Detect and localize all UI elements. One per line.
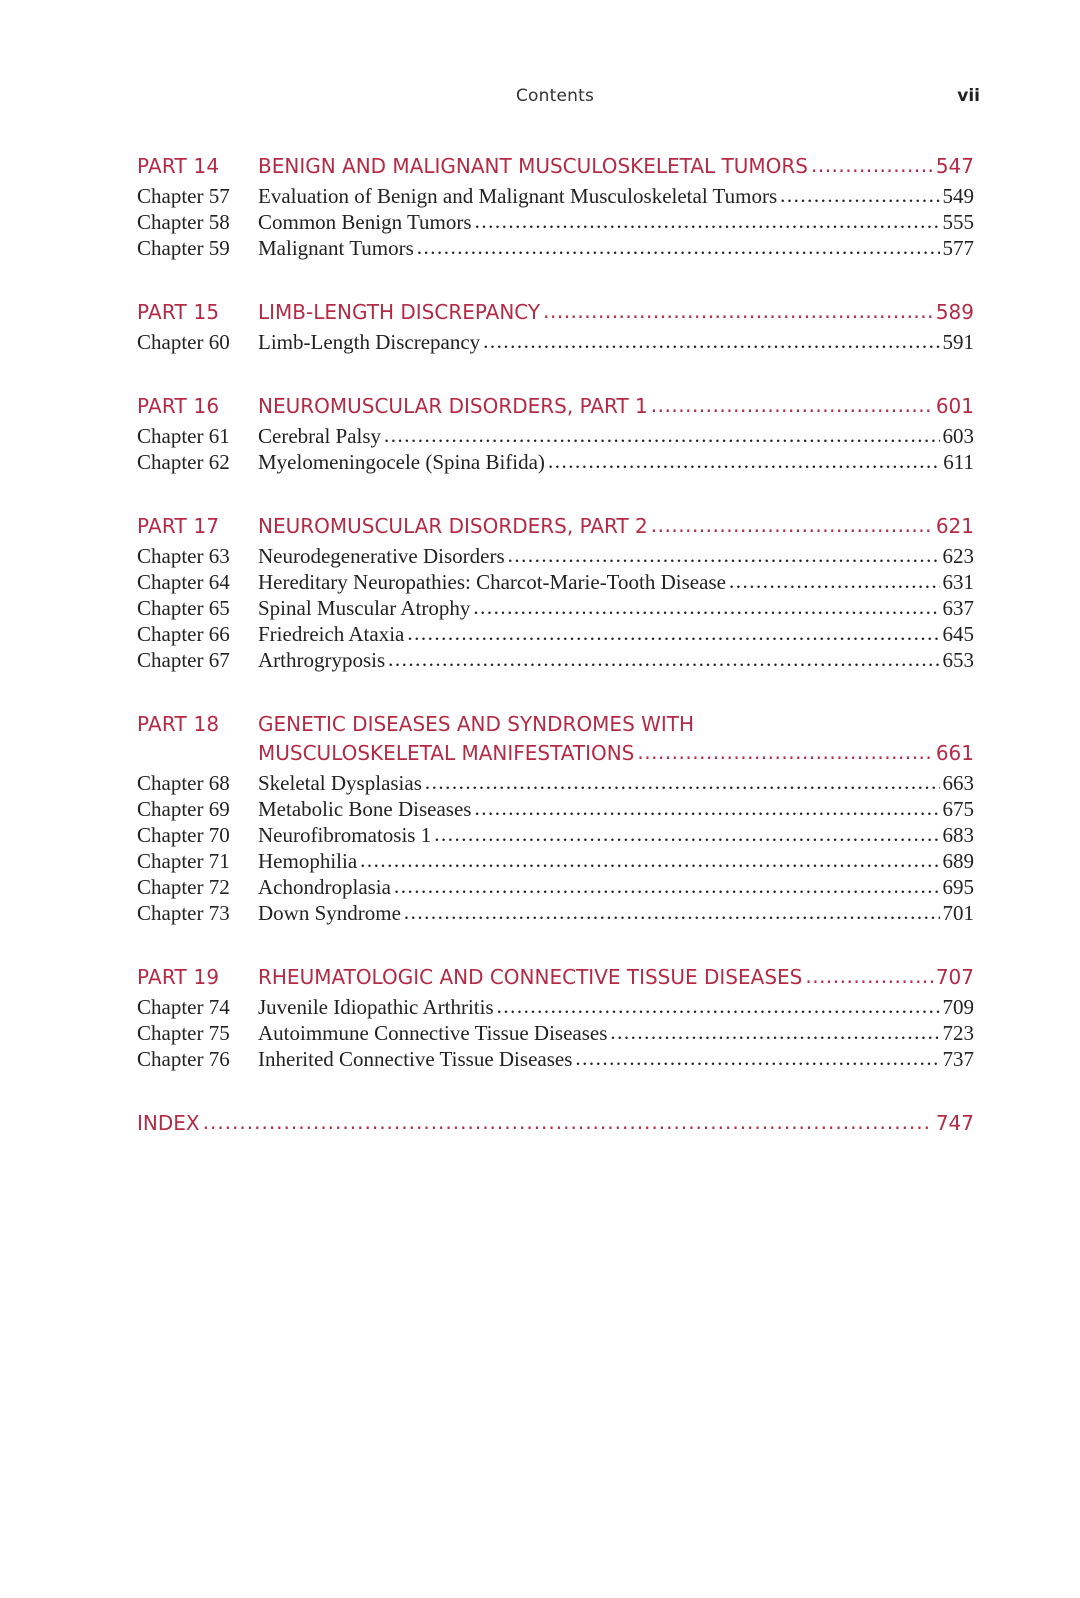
chapter-entry[interactable] xyxy=(137,770,974,796)
part-page-number: 707 xyxy=(935,965,974,989)
part-title xyxy=(258,963,974,992)
dot-leader xyxy=(637,738,932,767)
part-label: PART 19 xyxy=(137,965,220,989)
part-entry[interactable] xyxy=(137,152,974,181)
part-title-line xyxy=(258,710,974,739)
part-title xyxy=(258,512,974,541)
chapter-page-number: 695 xyxy=(942,875,974,899)
chapter-entry[interactable] xyxy=(137,848,974,874)
chapter-label: Chapter 63 xyxy=(137,544,230,568)
part-title xyxy=(258,392,974,421)
part-entry[interactable] xyxy=(137,710,974,768)
chapter-title: Autoimmune Connective Tissue Diseases xyxy=(258,1021,608,1045)
chapter-label: Chapter 72 xyxy=(137,875,230,899)
part-title-text: BENIGN AND MALIGNANT MUSCULOSKELETAL TUMORS xyxy=(258,154,808,178)
index-entry[interactable] xyxy=(137,1109,974,1138)
part-title-text: NEUROMUSCULAR DISORDERS, PART 2 xyxy=(258,514,648,538)
chapter-title: Down Syndrome xyxy=(258,901,401,925)
dot-leader xyxy=(360,847,939,873)
chapter-title: Limb-Length Discrepancy xyxy=(258,330,481,354)
dot-leader xyxy=(729,568,940,594)
chapter-title: Inherited Connective Tissue Diseases xyxy=(258,1047,573,1071)
part-entry[interactable] xyxy=(137,963,974,992)
dot-leader xyxy=(805,962,932,991)
chapter-entry[interactable] xyxy=(137,1020,974,1046)
chapter-label: Chapter 59 xyxy=(137,236,230,260)
chapter-title: Skeletal Dysplasias xyxy=(258,771,422,795)
chapter-label: Chapter 71 xyxy=(137,849,230,873)
part-title-line xyxy=(258,739,974,768)
chapter-entry[interactable] xyxy=(137,235,974,261)
chapter-entry[interactable] xyxy=(137,994,974,1020)
chapter-entry[interactable] xyxy=(137,874,974,900)
chapter-label: Chapter 58 xyxy=(137,210,230,234)
chapter-label: Chapter 73 xyxy=(137,901,230,925)
dot-leader xyxy=(497,993,940,1019)
part-label: PART 15 xyxy=(137,300,220,324)
part-page-number: 661 xyxy=(935,741,974,765)
dot-leader xyxy=(508,542,940,568)
dot-leader xyxy=(475,208,940,234)
dot-leader xyxy=(203,1108,933,1137)
part-label: PART 16 xyxy=(137,394,220,418)
chapter-title: Spinal Muscular Atrophy xyxy=(258,596,471,620)
chapter-label: Chapter 65 xyxy=(137,596,230,620)
chapter-entry[interactable] xyxy=(137,621,974,647)
part-title-text: LIMB-LENGTH DISCREPANCY xyxy=(258,300,541,324)
chapter-title: Metabolic Bone Diseases xyxy=(258,797,472,821)
chapter-page-number: 645 xyxy=(942,622,974,646)
chapter-page-number: 701 xyxy=(942,901,974,925)
chapter-title: Cerebral Palsy xyxy=(258,424,382,448)
chapter-label: Chapter 75 xyxy=(137,1021,230,1045)
table-of-contents xyxy=(137,152,974,1138)
dot-leader xyxy=(474,795,939,821)
chapter-entry[interactable] xyxy=(137,796,974,822)
part-title-line xyxy=(258,963,974,992)
chapter-page-number: 577 xyxy=(942,236,974,260)
chapter-page-number: 663 xyxy=(942,771,974,795)
chapter-page-number: 723 xyxy=(942,1021,974,1045)
part-block xyxy=(137,152,974,261)
dot-leader xyxy=(548,448,940,474)
chapter-label: Chapter 60 xyxy=(137,330,230,354)
chapter-label: Chapter 68 xyxy=(137,771,230,795)
section-gap xyxy=(137,926,974,963)
part-title xyxy=(258,152,974,181)
chapter-label: Chapter 62 xyxy=(137,450,230,474)
chapter-entry[interactable] xyxy=(137,647,974,673)
part-title-text: MUSCULOSKELETAL MANIFESTATIONS xyxy=(258,741,635,765)
section-gap xyxy=(137,1072,974,1109)
section-gap xyxy=(137,355,974,392)
chapter-label: Chapter 69 xyxy=(137,797,230,821)
part-block xyxy=(137,298,974,355)
part-block xyxy=(137,512,974,673)
chapter-page-number: 637 xyxy=(942,596,974,620)
part-title-line xyxy=(258,392,974,421)
section-gap xyxy=(137,475,974,512)
dot-leader xyxy=(407,620,939,646)
chapter-title: Malignant Tumors xyxy=(258,236,414,260)
part-entry[interactable] xyxy=(137,392,974,421)
chapter-label: Chapter 70 xyxy=(137,823,230,847)
part-page-number: 621 xyxy=(935,514,974,538)
dot-leader xyxy=(811,151,933,180)
dot-leader xyxy=(388,646,939,672)
part-label: PART 17 xyxy=(137,514,220,538)
part-label: PART 18 xyxy=(137,712,220,736)
chapter-title: Hemophilia xyxy=(258,849,358,873)
chapter-page-number: 611 xyxy=(943,450,974,474)
part-title xyxy=(258,298,974,327)
page-folio: vii xyxy=(957,86,980,106)
dot-leader xyxy=(610,1019,939,1045)
dot-leader xyxy=(780,182,939,208)
chapter-label: Chapter 74 xyxy=(137,995,230,1019)
chapter-entry[interactable] xyxy=(137,329,974,355)
dot-leader xyxy=(404,899,940,925)
index-page-number: 747 xyxy=(935,1111,974,1135)
chapter-entry[interactable] xyxy=(137,822,974,848)
chapter-title: Hereditary Neuropathies: Charcot-Marie-Tooth Disease xyxy=(258,570,726,594)
part-title-text: GENETIC DISEASES AND SYNDROMES WITH xyxy=(258,712,695,736)
chapter-page-number: 603 xyxy=(942,424,974,448)
part-entry[interactable] xyxy=(137,298,974,327)
part-title-line xyxy=(258,152,974,181)
chapter-entry[interactable] xyxy=(137,900,974,926)
dot-leader xyxy=(651,511,933,540)
dot-leader xyxy=(575,1045,939,1071)
chapter-page-number: 555 xyxy=(942,210,974,234)
dot-leader xyxy=(394,873,940,899)
part-title-text: RHEUMATOLOGIC AND CONNECTIVE TISSUE DISEASES xyxy=(258,965,803,989)
chapter-page-number: 737 xyxy=(942,1047,974,1071)
part-page-number: 589 xyxy=(935,300,974,324)
dot-leader xyxy=(384,422,939,448)
dot-leader xyxy=(434,821,939,847)
chapter-label: Chapter 61 xyxy=(137,424,230,448)
part-title-line xyxy=(258,298,974,327)
chapter-label: Chapter 76 xyxy=(137,1047,230,1071)
part-title xyxy=(258,710,974,768)
chapter-label: Chapter 64 xyxy=(137,570,230,594)
section-gap xyxy=(137,673,974,710)
dot-leader xyxy=(543,297,933,326)
part-title-text: NEUROMUSCULAR DISORDERS, PART 1 xyxy=(258,394,648,418)
chapter-title: Achondroplasia xyxy=(258,875,391,899)
index-label: INDEX xyxy=(137,1111,200,1135)
chapter-page-number: 631 xyxy=(942,570,974,594)
chapter-page-number: 709 xyxy=(942,995,974,1019)
dot-leader xyxy=(651,391,933,420)
running-head xyxy=(0,86,1080,112)
running-title: Contents xyxy=(515,86,595,106)
chapter-page-number: 683 xyxy=(942,823,974,847)
chapter-page-number: 689 xyxy=(942,849,974,873)
part-page-number: 547 xyxy=(935,154,974,178)
part-entry[interactable] xyxy=(137,512,974,541)
chapter-entry[interactable] xyxy=(137,569,974,595)
chapter-title: Friedreich Ataxia xyxy=(258,622,405,646)
chapter-label: Chapter 57 xyxy=(137,184,230,208)
chapter-title: Common Benign Tumors xyxy=(258,210,472,234)
chapter-entry[interactable] xyxy=(137,449,974,475)
part-page-number: 601 xyxy=(935,394,974,418)
chapter-page-number: 623 xyxy=(942,544,974,568)
chapter-entry[interactable] xyxy=(137,423,974,449)
chapter-entry[interactable] xyxy=(137,183,974,209)
part-block xyxy=(137,392,974,475)
chapter-page-number: 591 xyxy=(942,330,974,354)
chapter-title: Neurofibromatosis 1 xyxy=(258,823,432,847)
chapter-title: Juvenile Idiopathic Arthritis xyxy=(258,995,494,1019)
chapter-title: Evaluation of Benign and Malignant Musculoskeletal Tumors xyxy=(258,184,778,208)
chapter-entry[interactable] xyxy=(137,595,974,621)
part-title-line xyxy=(258,512,974,541)
chapter-title: Myelomeningocele (Spina Bifida) xyxy=(258,450,545,474)
dot-leader xyxy=(483,328,939,354)
chapter-title: Arthrogryposis xyxy=(258,648,386,672)
part-label: PART 14 xyxy=(137,154,220,178)
chapter-page-number: 675 xyxy=(942,797,974,821)
part-block xyxy=(137,710,974,926)
chapter-title: Neurodegenerative Disorders xyxy=(258,544,505,568)
dot-leader xyxy=(425,769,940,795)
chapter-label: Chapter 67 xyxy=(137,648,230,672)
chapter-page-number: 549 xyxy=(942,184,974,208)
chapter-entry[interactable] xyxy=(137,543,974,569)
part-block xyxy=(137,963,974,1072)
dot-leader xyxy=(473,594,939,620)
chapter-label: Chapter 66 xyxy=(137,622,230,646)
dot-leader xyxy=(417,234,940,260)
chapter-entry[interactable] xyxy=(137,209,974,235)
section-gap xyxy=(137,261,974,298)
chapter-page-number: 653 xyxy=(942,648,974,672)
chapter-entry[interactable] xyxy=(137,1046,974,1072)
